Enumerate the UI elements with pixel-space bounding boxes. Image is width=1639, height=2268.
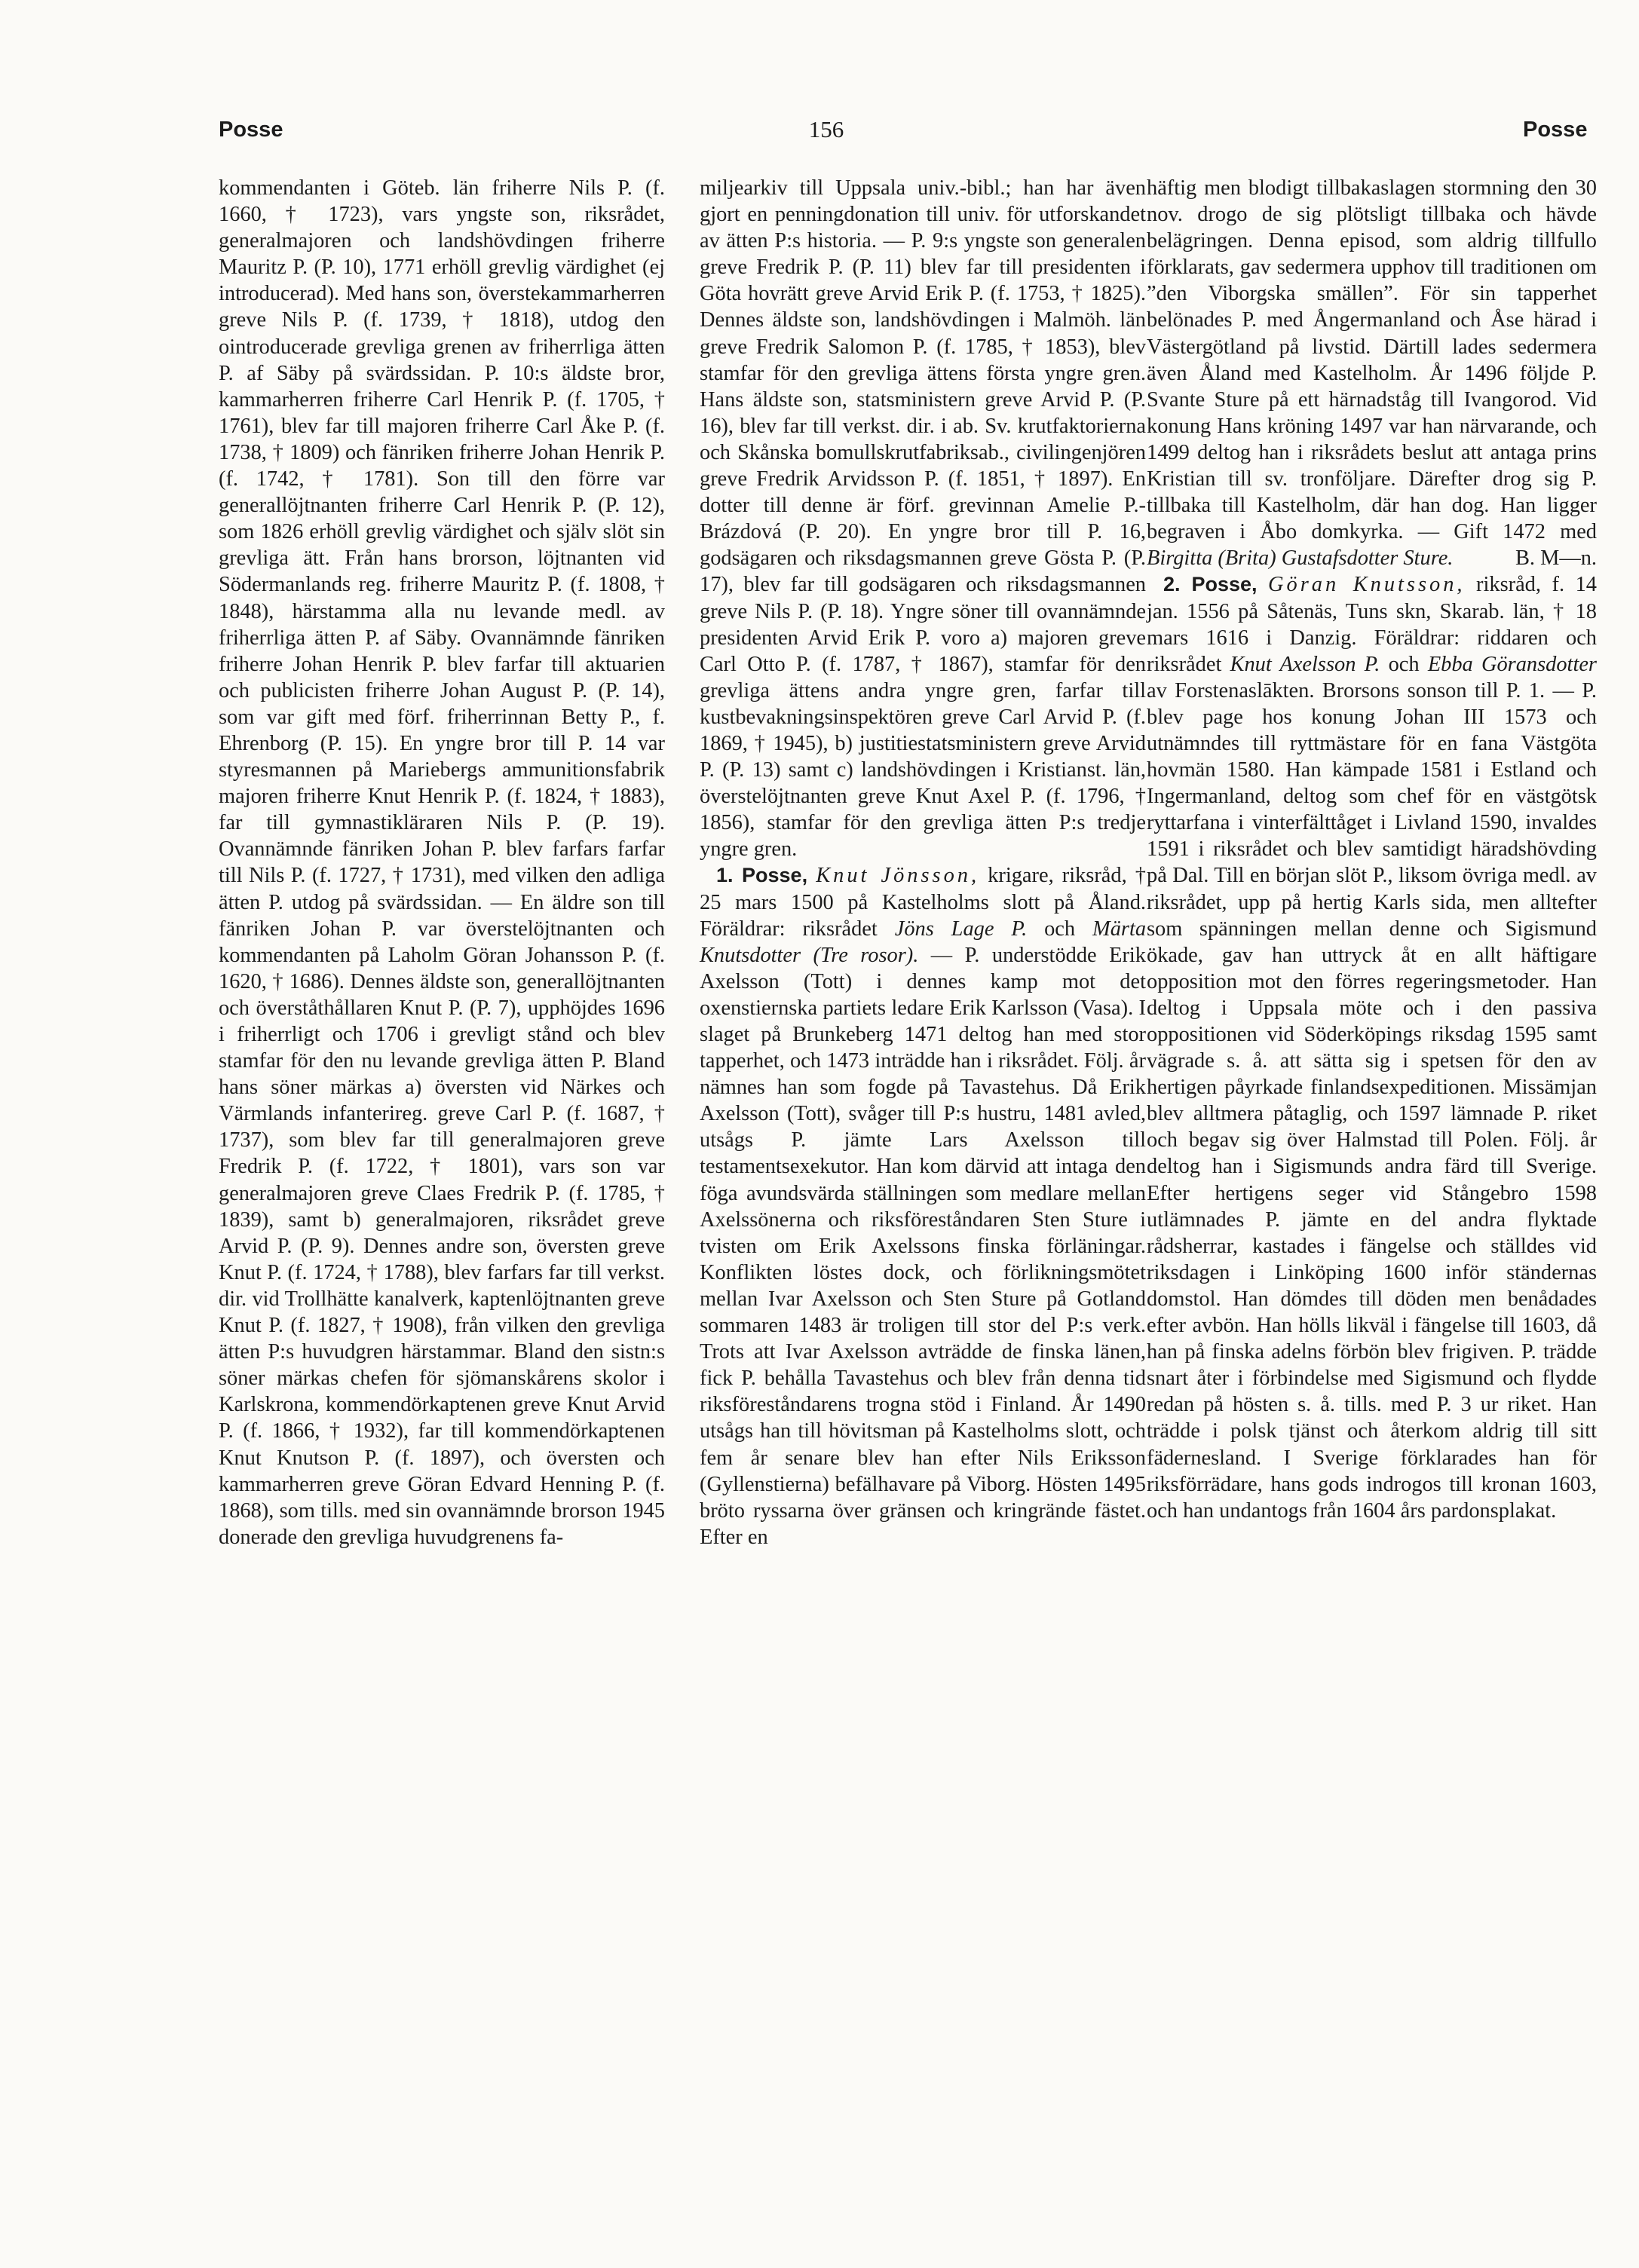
- entry-text: av Forstenaslākten. Brorsons sonson till P. 1. — P. blev page hos konung Johan III 1573 och utnämndes till ryttmästare för en fana Västgöta hovmän 1580. Han kämpade 1581 i Estland och Ingermanland, deltog som chef för en västgötsk ryttarfana i vinterfälttåget i Livland 1590, invaldes 1591 i riksrådet och blev samtidigt häradshövding på Dal. Till en början slöt P., liksom övriga medl. av riksrådet, upp på hertig Karls sida, men alltefter som spänningen mellan denne och Sigismund ökade, gav han uttryck åt en allt häftigare opposition mot den förres regeringsmetoder. Han deltog i Uppsala möte och i den passiva oppositionen vid Söderköpings riksdag 1595 samt vägrade s. å. att sätta sig i spetsen för den av hertigen påyrkade finlandsexpeditionen. Missämjan blev alltmera påtaglig, och 1597 lämnade P. riket och begav sig över Halmstad till Polen. Följ. år deltog han i Sigismunds andra färd till Sverige. Efter hertigens seger vid Stångebro 1598 utlämnades P. jämte en del andra flyktade rådsherrar, kastades i fängelse och ställdes vid riksdagen i Linköping 1600 inför ständernas domstol. Han dömdes till döden men benådades efter avbön. Han hölls likväl i fängelse till 1603, då han på finska adelns förbön blev frigiven. P. trädde snart åter i förbindelse med Sigismund och flydde redan på hösten s. å. tills. med P. 3 ur riket. Han trädde i polsk tjänst och återkom aldrig till sitt fädernesland. I Sverige förklarades han för riksförrädare, hans gods indrogos till kronan 1603, och han undantogs från 1604 års pardonsplakat.: [1147, 678, 1597, 1523]
- page-number: 156: [808, 116, 844, 142]
- entry-heading: 1. Posse,: [716, 864, 808, 887]
- entry-text: och: [1380, 652, 1428, 676]
- entry-text: häftig men blodigt tillbakaslagen stormning den 30 nov. drogo de sig plötsligt tillbaka och hävde belägringen. Denna episod, som aldrig tillfullo förklarats, gav sedermera upphov till traditionen om ”den Viborgska smällen”. För sin tapperhet belönades P. med Ångermanland och Åse härad i Västergötland på livstid. Därtill lades sedermera även Åland med Kastelholm. År 1496 följde P. Svante Sture på ett härnadståg till Ivangorod. Vid konung Hans kröning 1497 var han närvarande, och 1499 deltog han i riksrådets beslut att antaga prins Kristian till sv. tronföljare. Därefter drog sig P. tillbaka till Kastelholm, där han dog. Han ligger begraven i Åbo domkyrka. — Gift 1472 med: [1147, 176, 1597, 544]
- running-header: [0, 113, 1639, 151]
- header-left-keyword: Posse: [219, 118, 283, 142]
- author-signature: B. M—n.: [1515, 546, 1597, 571]
- entry-posse-knut-jonsson: [700, 862, 1146, 1550]
- paragraph: [1147, 175, 1597, 571]
- wife-name: Birgitta (Brita) Gustafsdotter Sture.: [1147, 546, 1454, 571]
- entry-text: — P. understödde Erik Axelsson (Tott) i dennes kamp mot det oxenstiernska partiets ledare Erik Karlsson (Vasa). I slaget på Brunkeberg 1471 deltog han med stor tapperhet, och 1473 inträdde han i riksrådet. Följ. år nämnes han som fogde på Tavastehus. Då Erik Axelsson (Tott), svåger till P:s hustru, 1481 avled, utsågs P. jämte Lars Axelsson till testamentsexekutor. Han kom därvid att intaga den föga avundsvärda ställningen som medlare mellan Axelssönerna och riksföreståndaren Sten Sture i tvisten om Erik Axelssons finska förläningar. Konflikten löstes dock, och förlikningsmötet mellan Ivar Axelsson och Sten Sture på Gotland sommaren 1483 är troligen till stor del P:s verk. Trots att Ivar Axelsson avträdde de finska länen, fick P. behålla Tavastehus och blev från denna tid riksföreståndarens trogna stöd i Finland. År 1490 utsågs han till hövitsman på Kastelholms slott, och fem år senare blev han efter Nils Eriksson (Gyllenstierna) befälhavare på Viborg. Hösten 1495 bröto ryssarna över gränsen och kringrände fästet. Efter en: [700, 943, 1146, 1549]
- header-right-keyword: Posse: [1523, 118, 1588, 142]
- entry-text: riksråd, f. 14 jan. 1556 på Såtenäs, Tuns skn, Skarab. län, † 18 mars 1616 i Danzig. Föräldrar: riddaren och riksrådet: [1147, 573, 1597, 676]
- entry-text: och: [1027, 917, 1093, 941]
- text-column-1: [219, 175, 665, 1550]
- paragraph: kommendanten i Göteb. län friherre Nils P. (f. 1660, † 1723), vars yngste son, riksrådet, generalmajoren och landshövdingen friherre Mauritz P. (P. 10), 1771 erhöll grevlig värdighet (ej introducerad). Med hans son, överstekammarherren greve Nils P. (f. 1739, † 1818), utdog den ointroducerade grevliga grenen av friherrliga ätten P. af Säby på svärdssidan. P. 10:s äldste bror, kammarherren friherre Carl Henrik P. (f. 1705, † 1761), blev far till majoren friherre Carl Åke P. (f. 1738, † 1809) och fänriken friherre Johan Henrik P. (f. 1742, † 1781). Son till den förre var generallöjtnanten friherre Carl Henrik P. (P. 12), som 1826 erhöll grevlig värdighet och själv slöt sin grevliga ätt. Från hans brorson, löjtnanten vid Södermanlands reg. friherre Mauritz P. (f. 1808, † 1848), härstamma alla nu levande medl. av friherrliga ätten P. af Säby. Ovannämnde fänriken friherre Johan Henrik P. blev farfar till aktuarien och publicisten friherre Johan August P. (P. 14), som var gift med förf. friherrinnan Betty P., f. Ehrenborg (P. 15). En yngre bror till P. 14 var styresmannen på Mariebergs ammunitionsfabrik majoren friherre Knut Henrik P. (f. 1824, † 1883), far till gymnastikläraren Nils P. (P. 19). Ovannämnde fänriken Johan P. blev farfars farfar till Nils P. (f. 1727, † 1731), med vilken den adliga ätten P. utdog på svärdssidan. — En äldre son till fänriken Johan P. var överstelöjtnanten och kommendanten på Laholm Göran Johansson P. (f. 1620, † 1686). Dennes äldste son, generallöjtnanten och överståthållaren Knut P. (P. 7), upphöjdes 1696 i friherrligt och 1706 i grevligt stånd och blev stamfar för den nu levande grevliga ätten P. Bland hans söner märkas a) översten vid Närkes och Värmlands infanterireg. greve Carl P. (f. 1687, † 1737), som blev far till generalmajoren greve Fredrik P. (f. 1722, † 1801), vars son var generalmajoren greve Claes Fredrik P. (f. 1785, † 1839), samt b) generalmajoren, riksrådet greve Arvid P. (P. 9). Dennes andre son, översten greve Knut P. (f. 1724, † 1788), blev farfars far till verkst. dir. vid Trollhätte kanalverk, kaptenlöjtnanten greve Knut P. (f. 1827, † 1908), från vilken den grevliga ätten P:s huvudgren härstammar. Bland den sistn:s söner märkas chefen för sjömanskårens skolor i Karlskrona, kommendörkaptenen greve Knut Arvid P. (f. 1866, † 1932), far till kommendörkaptenen Knut Knutson P. (f. 1897), och översten och kammarherren greve Göran Edvard Henning P. (f. 1868), som tills. med sin ovannämnde brorson 1945 donerade den grevliga huvudgrenens fa-: [219, 176, 665, 1549]
- text-column-3: [1147, 175, 1597, 1524]
- entry-person-name: Göran Knutsson,: [1268, 573, 1466, 597]
- paragraph: miljearkiv till Uppsala univ.-bibl.; han har även gjort en penningdonation till univ. för utforskandet av ätten P:s historia. — P. 9:s yngste son generalen greve Fredrik P. (P. 11) blev far till presidenten i Göta hovrätt greve Arvid Erik P. (f. 1753, † 1825). Dennes äldste son, landshövdingen i Malmöh. län greve Fredrik Salomon P. (f. 1785, † 1853), blev stamfar för den grevliga ättens första yngre gren. Hans äldste son, statsministern greve Arvid P. (P. 16), blev far till verkst. dir. i ab. Sv. krutfaktorierna och Skånska bomullskrutfabriksab., civilingenjören greve Fredrik Arvidsson P. (f. 1851, † 1897). En dotter till denne är förf. grevinnan Amelie P.-Brázdová (P. 20). En yngre bror till P. 16, godsägaren och riksdagsmannen greve Gösta P. (P. 17), blev far till godsägaren och riksdagsmannen greve Nils P. (P. 18). Yngre söner till ovannämnde presidenten Arvid Erik P. voro a) majoren greve Carl Otto P. (f. 1787, † 1867), stamfar för den grevliga ättens andra yngre gren, farfar till kustbevakningsinspektören greve Carl Arvid P. (f. 1869, † 1945), b) justitiestatsministern greve Arvid P. (P. 13) samt c) landshövdingen i Kristianst. län, överstelöjtnanten greve Knut Axel P. (f. 1796, † 1856), stamfar för den grevliga ätten P:s tredje yngre gren.: [700, 176, 1146, 862]
- entry-heading: 2. Posse,: [1163, 573, 1258, 596]
- mother-name: Märta Knutsdotter (Tre rosor).: [700, 917, 1147, 967]
- entry-posse-goran-knutsson: [1147, 571, 1597, 1523]
- entry-text: krigare, riksråd, † 25 mars 1500 på Kastelholms slott på Åland. Föräldrar: riksrådet: [700, 864, 1146, 941]
- father-name: Jöns Lage P.: [894, 917, 1028, 941]
- entry-person-name: Knut Jönsson,: [816, 864, 980, 888]
- mother-name: Ebba Göransdotter: [1427, 652, 1597, 676]
- father-name: Knut Axelsson P.: [1230, 652, 1380, 676]
- text-column-2: [700, 175, 1146, 1550]
